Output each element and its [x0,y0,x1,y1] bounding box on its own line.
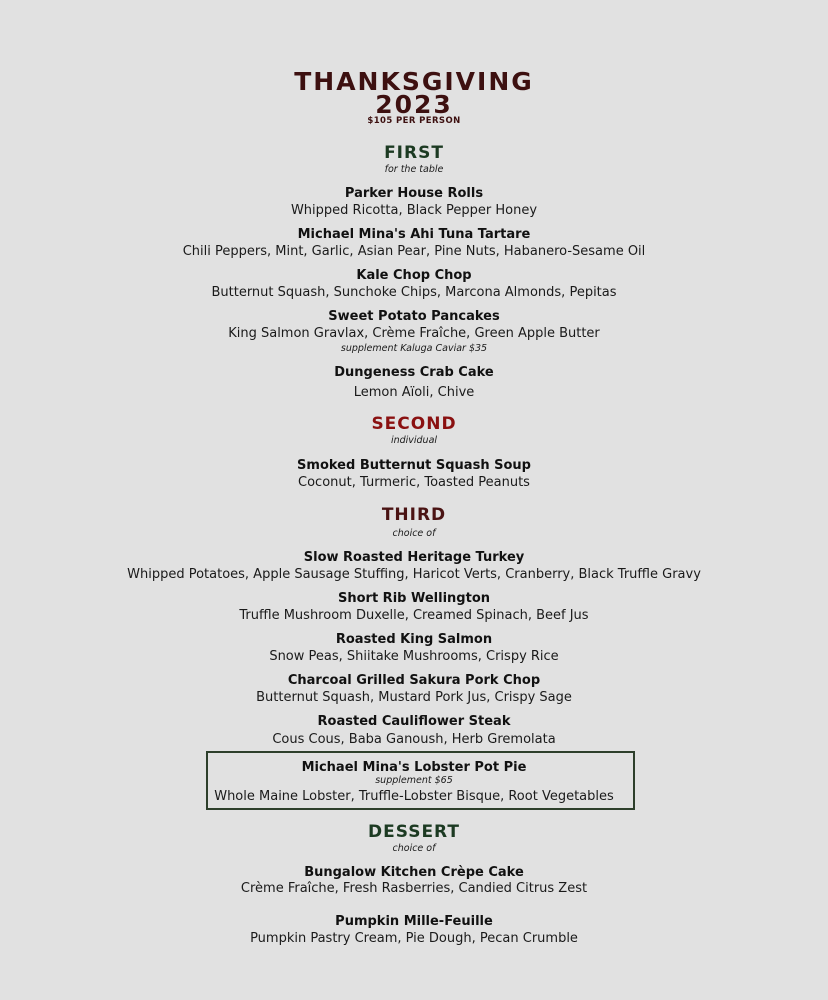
course-heading-dessert: DESSERT [368,822,460,842]
dish-description: Pumpkin Pastry Cream, Pie Dough, Pecan Crumble [250,931,578,946]
course-heading-third: THIRD [381,505,447,525]
menu-title: THANKSGIVING [294,67,534,96]
dish-description: Coconut, Turmeric, Toasted Peanuts [298,475,530,490]
course-subheading-third: choice of [392,528,436,539]
dish-name: Kale Chop Chop [356,268,472,283]
featured-dish-supplement: supplement $65 [375,775,453,786]
dish-description: Lemon Aïoli, Chive [353,385,475,400]
dish-name: Dungeness Crab Cake [334,365,494,380]
menu-year: 2023 [375,90,453,119]
dish-description: Butternut Squash, Mustard Pork Jus, Crispy Sage [256,690,572,705]
featured-dish-name: Michael Mina's Lobster Pot Pie [301,760,527,775]
course-subheading-first: for the table [384,164,444,175]
dish-description: Cous Cous, Baba Ganoush, Herb Gremolata [272,732,556,747]
dish-description: Crème Fraîche, Fresh Rasberries, Candied Citrus Zest [240,881,588,896]
course-subheading-second: individual [390,435,438,446]
dish-description: Whipped Potatoes, Apple Sausage Stuffing, Haricot Verts, Cranberry, Black Truffle Gravy [127,567,701,582]
dish-name: Sweet Potato Pancakes [328,309,500,324]
dish-name: Slow Roasted Heritage Turkey [303,550,525,565]
dish-supplement: supplement Kaluga Caviar $35 [340,343,488,354]
featured-dish-description: Whole Maine Lobster, Truffle-Lobster Bisque, Root Vegetables [214,789,614,804]
dish-name: Charcoal Grilled Sakura Pork Chop [287,673,541,688]
dish-description: Whipped Ricotta, Black Pepper Honey [290,203,538,218]
course-heading-first: FIRST [384,143,444,163]
dish-name: Short Rib Wellington [337,591,491,606]
course-heading-second: SECOND [371,414,457,434]
dish-name: Michael Mina's Ahi Tuna Tartare [297,227,531,242]
dish-description: Butternut Squash, Sunchoke Chips, Marcona Almonds, Pepitas [211,285,617,300]
menu-price: $105 PER PERSON [367,116,461,126]
dish-name: Roasted Cauliflower Steak [317,714,511,729]
course-subheading-dessert: choice of [392,843,436,854]
dish-name: Bungalow Kitchen Crèpe Cake [304,865,524,880]
dish-description: King Salmon Gravlax, Crème Fraîche, Green Apple Butter [228,326,600,341]
dish-name: Roasted King Salmon [335,632,493,647]
dish-description: Truffle Mushroom Duxelle, Creamed Spinach, Beef Jus [239,608,589,623]
dish-name: Pumpkin Mille-Feuille [335,914,493,929]
dish-name: Smoked Butternut Squash Soup [297,458,531,473]
dish-description: Chili Peppers, Mint, Garlic, Asian Pear, Pine Nuts, Habanero-Sesame Oil [182,244,646,259]
dish-name: Parker House Rolls [344,186,484,201]
dish-description: Snow Peas, Shiitake Mushrooms, Crispy Rice [269,649,559,664]
